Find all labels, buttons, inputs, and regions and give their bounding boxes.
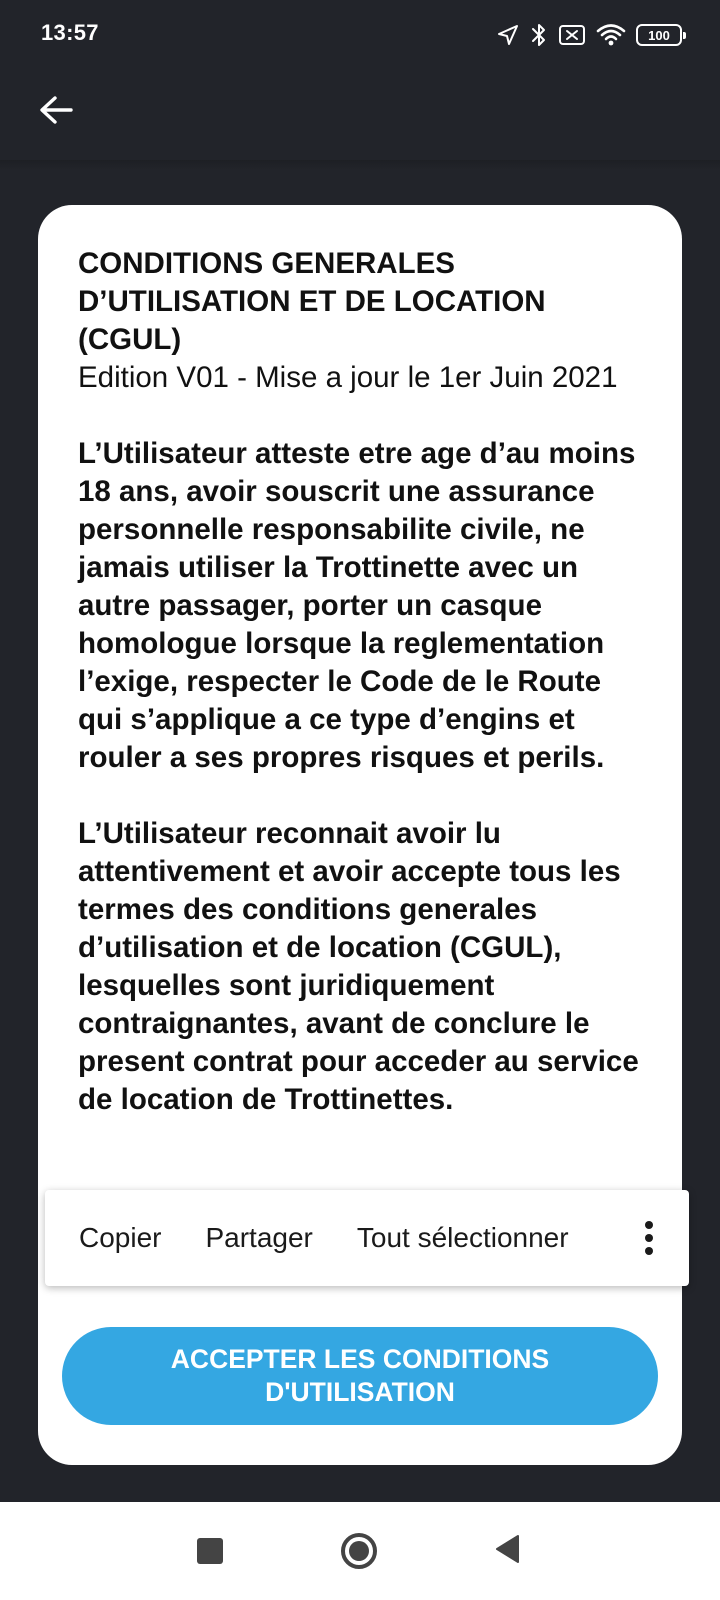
- status-icons: [496, 20, 682, 50]
- battery-level: 100: [648, 27, 670, 43]
- back-triangle-icon: [494, 1534, 520, 1569]
- app-bar: [0, 70, 720, 168]
- system-back-button[interactable]: [462, 1502, 552, 1600]
- select-all-button[interactable]: Tout sélectionner: [356, 1222, 569, 1253]
- text-selection-toolbar: [45, 1190, 689, 1286]
- recents-button[interactable]: [165, 1502, 255, 1600]
- status-time: 13:57: [41, 20, 99, 45]
- home-circle-icon: [341, 1533, 377, 1569]
- wifi-icon: [596, 23, 626, 47]
- accept-terms-button[interactable]: ACCEPTER LES CONDITIONS D'UTILISATION: [62, 1327, 658, 1425]
- bluetooth-icon: [530, 22, 548, 48]
- battery-icon: [636, 24, 682, 46]
- more-vertical-icon[interactable]: [639, 1218, 659, 1258]
- document-paragraph: L’Utilisateur reconnait avoir lu attentivement et avoir accepte tous les termes des conditions generales d’utilisation et de location (CGUL), lesquelles sont juridiquement contraignantes, avant de conclure le present contrat pour acceder au service de location de Trottinettes.: [78, 817, 639, 1116]
- document-edition: Edition V01 - Mise a jour le 1er Juin 2021: [78, 361, 618, 394]
- copy-button[interactable]: Copier: [79, 1222, 162, 1253]
- home-button[interactable]: [314, 1502, 404, 1600]
- status-bar: [0, 0, 720, 70]
- arrow-left-icon: [38, 94, 74, 131]
- app-bar-divider: [0, 160, 720, 170]
- terms-document[interactable]: [78, 245, 653, 1119]
- share-button[interactable]: Partager: [205, 1222, 313, 1253]
- no-sim-icon: [558, 23, 586, 47]
- recents-square-icon: [197, 1538, 223, 1564]
- document-title: CONDITIONS GENERALES D’UTILISATION ET DE LOCATION (CGUL): [78, 247, 546, 356]
- back-button[interactable]: [28, 84, 84, 140]
- system-nav-bar: [0, 1502, 720, 1600]
- document-paragraph: L’Utilisateur atteste etre age d’au moins 18 ans, avoir souscrit une assurance personnelle responsabilite civile, ne jamais utiliser la Trottinette avec un autre passager, porter un casque homologue lorsque la reglementation l’exige, respecter le Code de le Route qui s’applique a ce type d’engins et rouler a ses propres risques et perils.: [78, 437, 636, 774]
- location-arrow-icon: [496, 23, 520, 47]
